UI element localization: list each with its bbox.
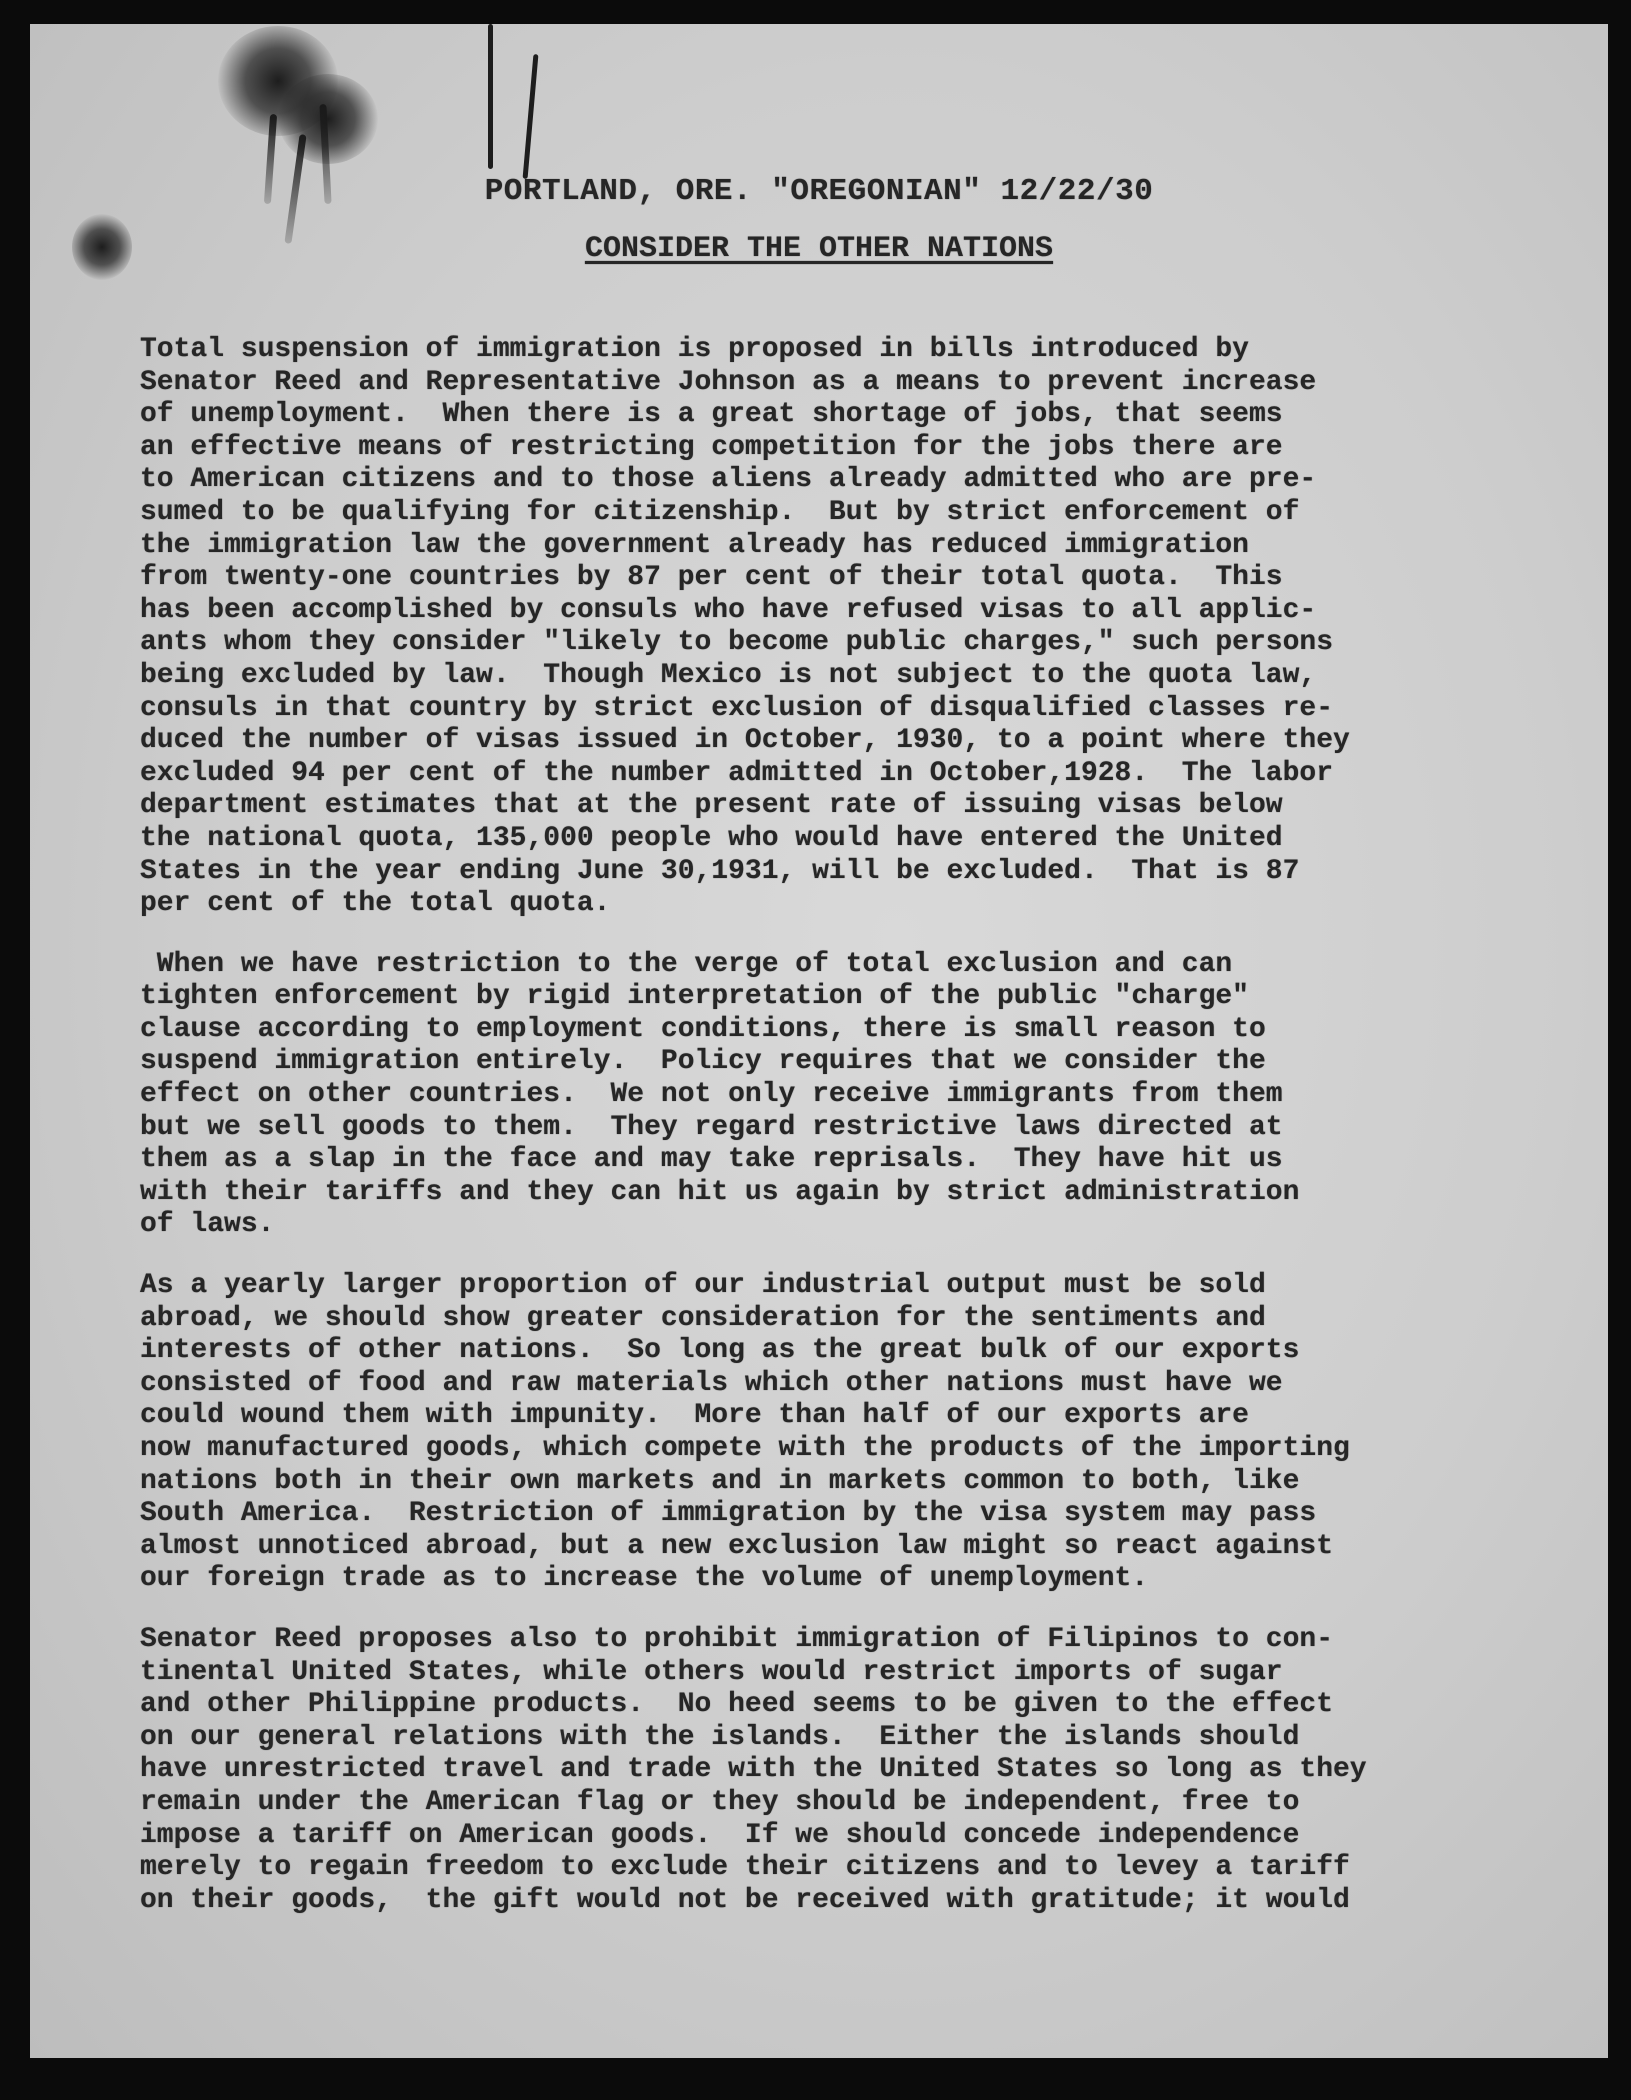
pen-mark [523, 54, 539, 179]
text-line: an effective means of restricting competition for the jobs there are [140, 431, 1283, 463]
text-line: on their goods, the gift would not be received with gratitude; it would [140, 1884, 1350, 1916]
text-line: effect on other countries. We not only receive immigrants from them [140, 1079, 1283, 1111]
text-line: has been accomplished by consuls who have refused visas to all applic- [140, 594, 1317, 626]
text-line: from twenty-one countries by 87 per cent of their total quota. This [140, 562, 1283, 594]
text-line: per cent of the total quota. [140, 888, 611, 920]
text-line: of unemployment. When there is a great shortage of jobs, that seems [140, 399, 1283, 431]
text-line: clause according to employment conditions, there is small reason to [140, 1013, 1266, 1045]
text-line: with their tariffs and they can hit us again by strict administration [140, 1176, 1300, 1208]
text-line: but we sell goods to them. They regard restrictive laws directed at [140, 1111, 1283, 1143]
paragraph [140, 949, 1550, 1242]
text-line: remain under the American flag or they should be independent, free to [140, 1786, 1300, 1818]
text-line: As a yearly larger proportion of our industrial output must be sold [140, 1270, 1266, 1302]
text-line: on our general relations with the islands. Either the islands should [140, 1721, 1300, 1753]
text-line: nations both in their own markets and in markets common to both, like [140, 1465, 1300, 1497]
text-line: consisted of food and raw materials which other nations must have we [140, 1367, 1283, 1399]
text-line: Senator Reed and Representative Johnson as a means to prevent increase [140, 366, 1317, 398]
article-body [140, 334, 1550, 1945]
text-line: almost unnoticed abroad, but a new exclusion law might so react against [140, 1530, 1333, 1562]
paragraph [140, 1624, 1550, 1917]
typewritten-sheet [30, 24, 1608, 2058]
text-line: suspend immigration entirely. Policy requires that we consider the [140, 1046, 1266, 1078]
text-line: South America. Restriction of immigration by the visa system may pass [140, 1498, 1317, 1530]
text-line: tinental United States, while others would restrict imports of sugar [140, 1656, 1283, 1688]
text-line: have unrestricted travel and trade with the United States so long as they [140, 1754, 1367, 1786]
text-line: our foreign trade as to increase the volume of unemployment. [140, 1563, 1149, 1595]
text-line: department estimates that at the present rate of issuing visas below [140, 790, 1283, 822]
text-line: interests of other nations. So long as the great bulk of our exports [140, 1335, 1300, 1367]
text-line: excluded 94 per cent of the number admitted in October,1928. The labor [140, 757, 1333, 789]
headline: CONSIDER THE OTHER NATIONS [584, 232, 1054, 266]
source-line: PORTLAND, ORE. "OREGONIAN" 12/22/30 [484, 174, 1154, 209]
text-line: being excluded by law. Though Mexico is not subject to the quota law, [140, 659, 1317, 691]
text-line: merely to regain freedom to exclude their citizens and to levey a tariff [140, 1852, 1350, 1884]
text-line: now manufactured goods, which compete with the products of the importing [140, 1433, 1350, 1464]
text-line: Senator Reed proposes also to prohibit immigration of Filipinos to con- [140, 1623, 1333, 1655]
text-line: could wound them with impunity. More than half of our exports are [140, 1400, 1249, 1432]
text-line: tighten enforcement by rigid interpretation of the public "charge" [140, 981, 1249, 1013]
pen-mark [488, 24, 493, 169]
text-line: of laws. [140, 1209, 275, 1241]
text-line: and other Philippine products. No heed seems to be given to the effect [140, 1689, 1333, 1721]
text-line: When we have restriction to the verge of total exclusion and can [140, 948, 1233, 980]
text-line: sumed to be qualifying for citizenship. But by strict enforcement of [140, 496, 1300, 528]
text-line: consuls in that country by strict exclusion of disqualified classes re- [140, 692, 1333, 724]
paragraph [140, 1270, 1550, 1596]
text-line: duced the number of visas issued in October, 1930, to a point where they [140, 725, 1350, 757]
text-line: the national quota, 135,000 people who would have entered the United [140, 822, 1283, 854]
paragraph [140, 334, 1550, 921]
text-line: the immigration law the government already has reduced immigration [140, 529, 1249, 561]
text-line: to American citizens and to those aliens already admitted who are pre- [140, 464, 1317, 496]
text-line: abroad, we should show greater consideration for the sentiments and [140, 1302, 1266, 1334]
text-line: Total suspension of immigration is proposed in bills introduced by [140, 334, 1249, 365]
text-line: them as a slap in the face and may take reprisals. They have hit us [140, 1144, 1283, 1176]
text-line: impose a tariff on American goods. If we should concede independence [140, 1819, 1300, 1851]
text-line: ants whom they consider "likely to become public charges," such persons [140, 627, 1333, 659]
text-line: States in the year ending June 30,1931, will be excluded. That is 87 [140, 855, 1300, 887]
